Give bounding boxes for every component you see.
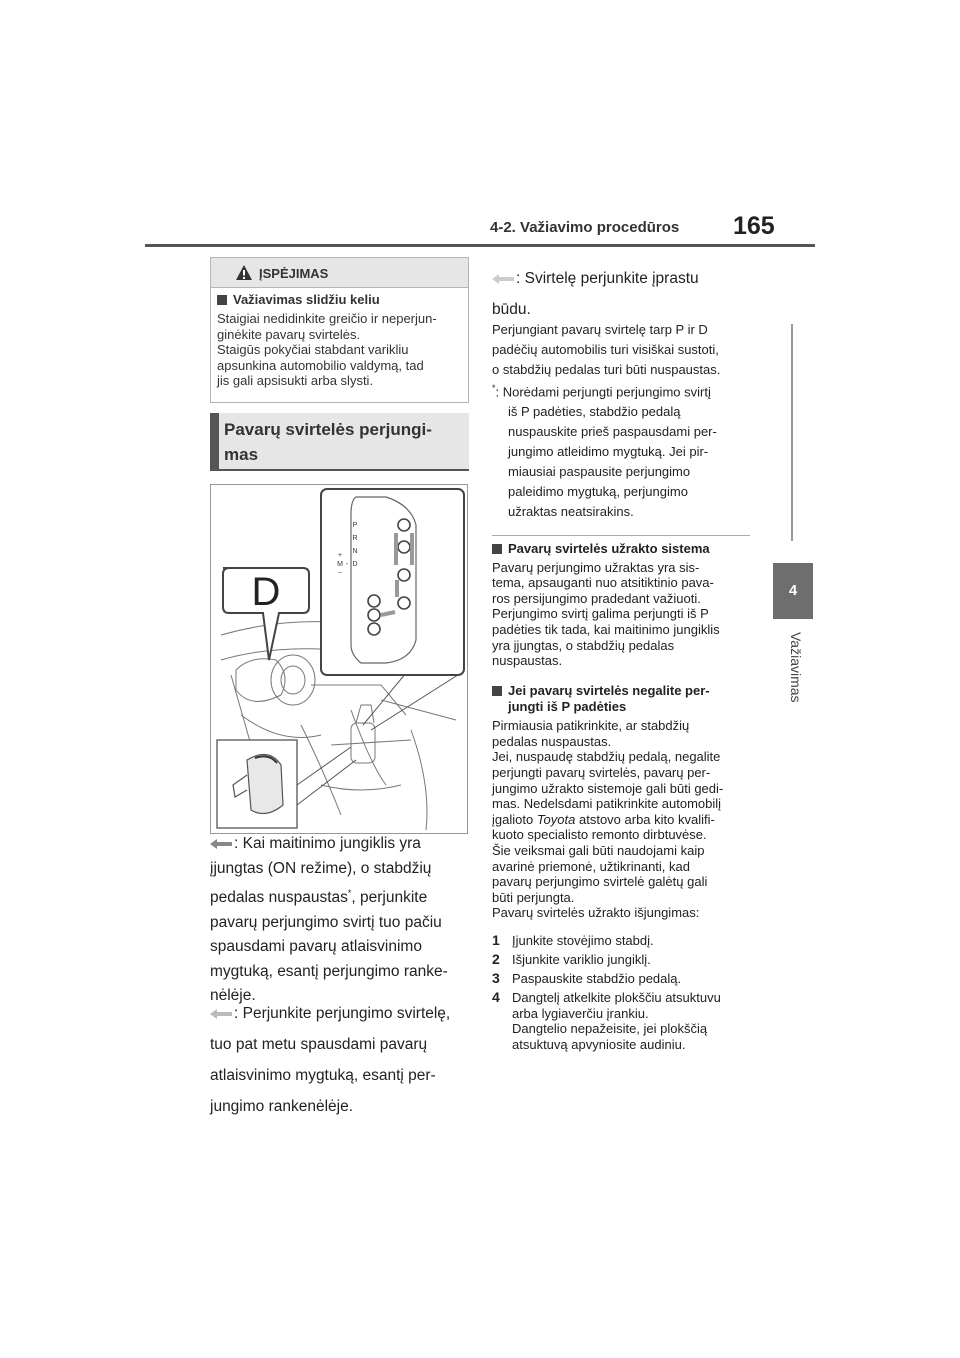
warning-triangle-icon xyxy=(235,264,253,281)
light-arrow-icon xyxy=(210,1009,232,1019)
manual-dash-label: - xyxy=(345,561,349,568)
chapter-tab: 4 xyxy=(773,563,813,619)
warning-title: ĮSPĖJIMAS xyxy=(259,266,329,281)
section-heading: Pavarų svirtelės perjungi- mas xyxy=(224,420,432,464)
subsection-heading: Pavarų svirtelės užrakto sistema xyxy=(492,541,757,557)
warning-header xyxy=(211,258,468,288)
warning-body: Staigiai nedidinkite greičio ir neperjun- ginėkite pavarų svirtelės. Staigūs pokyčiai stabdant varikliu apsunkina automobilio valdymą, tad jis gali apsisukti arba slysti. xyxy=(217,311,437,388)
header-rule xyxy=(145,244,815,247)
bullet-square-icon xyxy=(492,544,502,554)
shift-lever-illustration xyxy=(210,484,468,834)
bullet-square-icon xyxy=(492,686,502,696)
right-divider xyxy=(492,535,750,536)
left-paragraph-2: : Perjunkite perjungimo svirtelę, tuo pat metu spausdami pavarų atlaisvinimo mygtuką, esantį per- jungimo rankenėlėje. xyxy=(210,1005,451,1115)
section-heading-bar xyxy=(210,413,219,469)
gear-callout-letter: D xyxy=(251,570,281,614)
step-1: 1 Įjunkite stovėjimo stabdį. xyxy=(492,932,654,948)
page-number: 165 xyxy=(733,212,775,240)
gate-label-p: P xyxy=(352,522,358,529)
gate-label-n: N xyxy=(352,548,358,555)
right-paragraph-1: : Svirtelę perjunkite įprastu būdu. xyxy=(492,270,699,318)
left-paragraph-1: : Kai maitinimo jungiklis yra įjungtas (ON režime), o stabdžių pedalas nuspaustas*, perjunkite pavarų perjungimo svirtį tuo pačiu spausdami pavarų atlaisvinimo mygtuką, esantį perjungimo ranke- nėlėje. xyxy=(210,835,448,1005)
gate-label-d: D xyxy=(352,561,358,568)
subsection-heading: Jei pavarų svirtelės negalite per- xyxy=(492,683,757,699)
manual-plus-label: + xyxy=(337,552,343,559)
asterisk-note: *: Norėdami perjungti perjungimo svirtį iš P padėties, stabdžio pedalą nuspauskite prieš paspausdami per- jungimo atleidimo mygtuką. Jei pir- miausiai paspausite perjungimo paleidimo mygtuką, perjungimo užraktas neatsirakins. xyxy=(492,383,717,520)
section-heading-underline xyxy=(210,469,469,471)
manual-m-label: M xyxy=(337,561,343,568)
warning-box xyxy=(210,257,469,403)
step-3: 3 Paspauskite stabdžio pedalą. xyxy=(492,970,682,986)
side-rule-top xyxy=(791,324,793,541)
lighter-arrow-icon xyxy=(492,274,514,284)
section-title: 4-2. Važiavimo procedūros xyxy=(490,219,680,236)
page-header xyxy=(0,0,960,250)
right-paragraph-2: Perjungiant pavarų svirtelę tarp P ir D padėčių automobilis turi visiškai sustoti, o stabdžių pedalas turi būti nuspaustas. xyxy=(492,322,721,377)
gray-arrow-icon xyxy=(210,839,232,849)
chapter-label: Važiavimas xyxy=(788,632,804,703)
subsection-cannot-shift: Jei pavarų svirtelės negalite per- jungti iš P padėties Pirmiausia patikrinkite, ar stabdžių pedalas nuspaustas. Jei, nuspaudę stabdžių pedalą, negalite perjungti pavarų svirtelės, pavarų per- jungimo užrakto sistemoje gali būti gedi- mas. Nedelsdami patikrinkite automobilį įgalioto Toyota atstovo arba kito kvalifi- kuoto specialisto remonto dirbtuvėse. Šie veiksmai gali būti naudojami kaip avarinė priemonė, užtikrinanti, kad pavarų perjungimo svirtelė galėtų gali būti perjungta. Pavarų svirtelės užrakto išjungimas: xyxy=(492,683,757,921)
step-4: 4 Dangtelį atkelkite plokščiu atsuktuvu arba lygiaverčiu įrankiu. Dangtelio nepažeisite, jei plokščią atsuktuvą apvyniosite audiniu. xyxy=(492,989,721,1052)
step-2: 2 Išjunkite variklio jungiklį. xyxy=(492,951,651,967)
manual-minus-label: − xyxy=(337,570,343,577)
subsection-lock-system: Pavarų svirtelės užrakto sistema Pavarų perjungimo užraktas yra sis- tema, apsauganti nuo atsitiktinio pava- ros persijungimo pradedant važiuoti. Perjungimo svirtį galima perjungti iš P padėties tik tada, kai maitinimo jungiklis yra įjungtas, o stabdžių pedalas nuspaustas. xyxy=(492,541,757,669)
bullet-square-icon xyxy=(217,295,227,305)
warning-subtitle: Važiavimas slidžiu keliu xyxy=(217,292,380,307)
gate-label-r: R xyxy=(352,535,358,542)
illustration-svg xyxy=(211,485,468,834)
